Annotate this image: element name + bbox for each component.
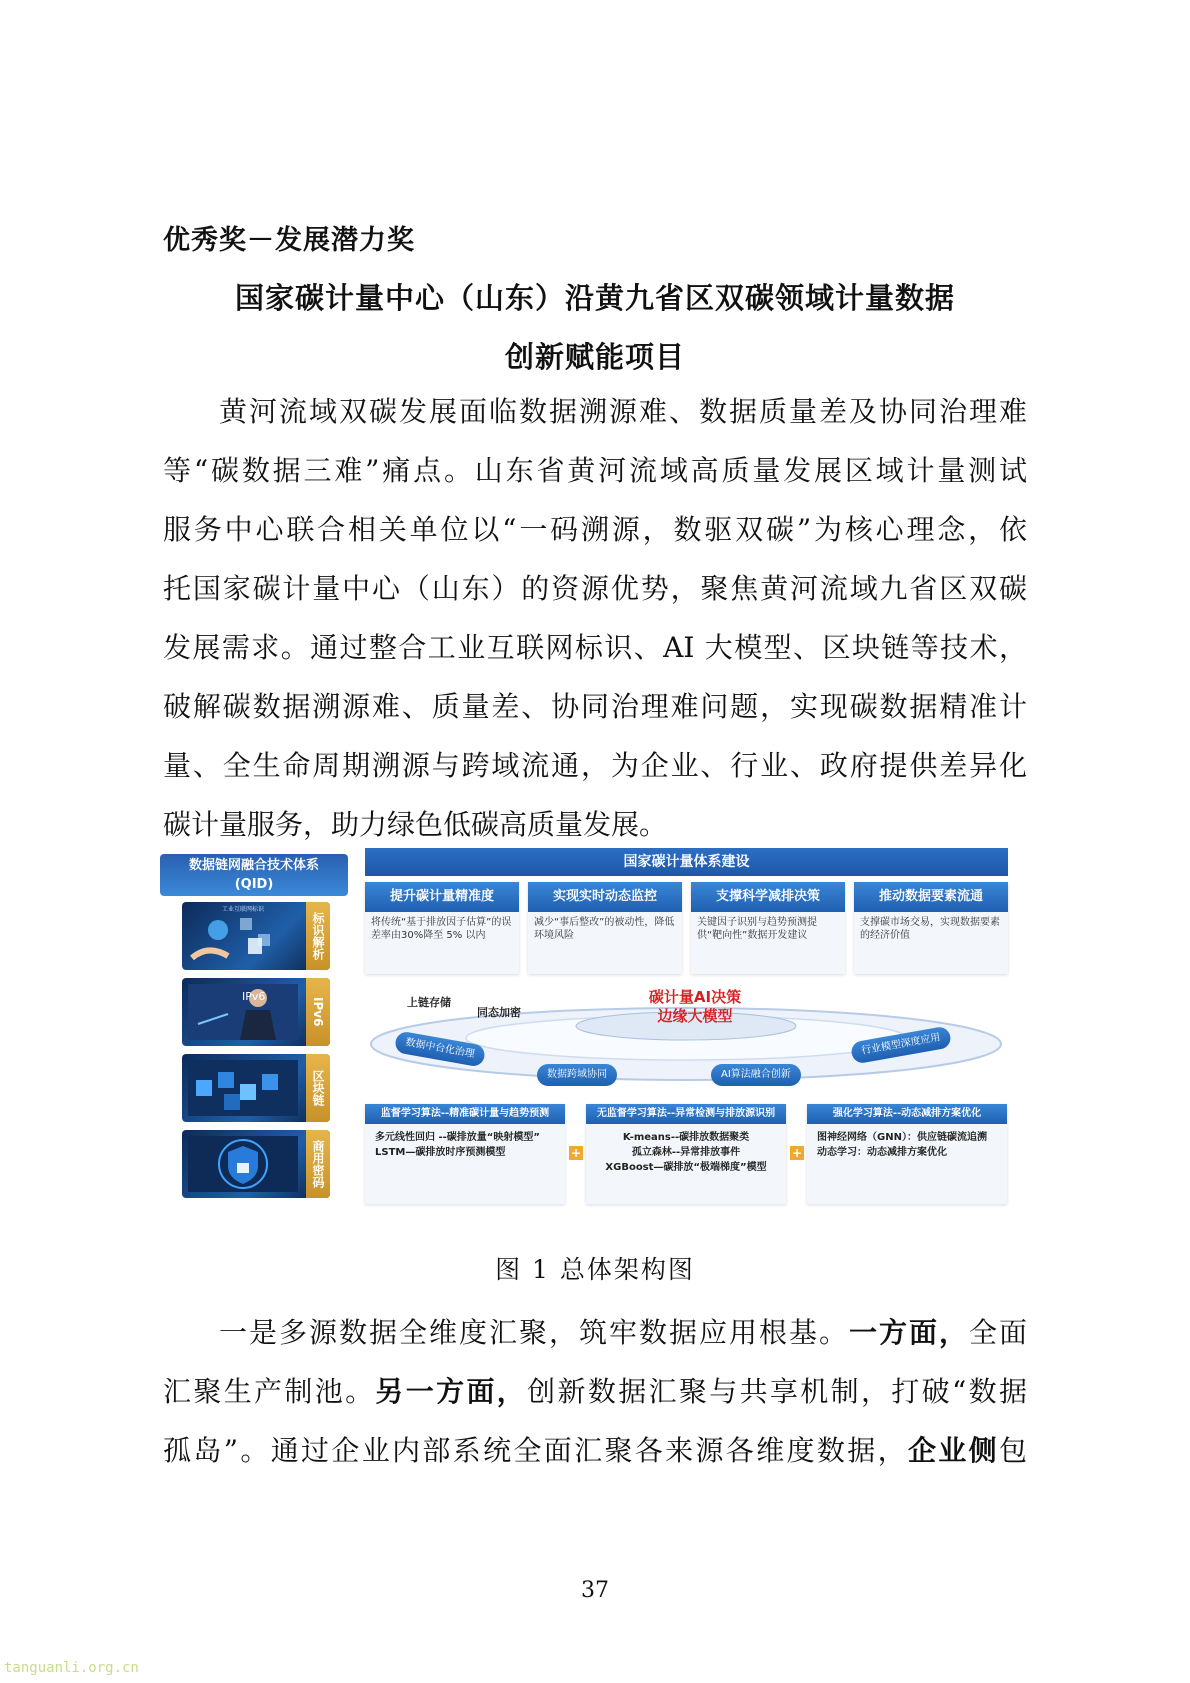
text-run: 孤岛”。通过企业内部系统全面汇聚各来源各维度数据， xyxy=(163,1434,908,1467)
ai-core-line-2: 边缘大模型 xyxy=(657,1007,733,1025)
algorithm-head: 强化学习算法--动态减排方案优化 xyxy=(807,1104,1007,1124)
project-title-line-1: 国家碳计量中心（山东）沿黄九省区双碳领域计量数据 xyxy=(234,281,955,315)
paragraph-line xyxy=(163,1362,1027,1421)
paragraph-line: 托国家碳计量中心（山东）的资源优势，聚焦黄河流域九省区双碳 xyxy=(163,572,1027,605)
architecture-figure xyxy=(160,846,1008,1216)
tile-commercial-crypto xyxy=(182,1130,330,1198)
goal-card-body: 关键因子识别与趋势预测提供“靶向性”数据开发建议 xyxy=(697,917,817,941)
ai-core-title xyxy=(595,988,795,1026)
text-run: 汇聚生产制池。 xyxy=(163,1375,376,1408)
algorithm-body xyxy=(807,1124,1007,1166)
algorithm-line: 动态学习：动态减排方案优化 xyxy=(817,1147,947,1158)
paragraph-line xyxy=(163,1421,1027,1480)
algorithm-head: 无监督学习算法--异常检测与排放源识别 xyxy=(586,1104,786,1124)
goal-card xyxy=(528,882,682,974)
goal-card xyxy=(365,882,519,974)
page-number: 37 xyxy=(581,1578,609,1603)
text-run-bold: 另一方面， xyxy=(375,1375,528,1408)
text-run: 创新数据汇聚与共享机制，打破“数据 xyxy=(527,1375,1027,1408)
text-run-bold: 一方面， xyxy=(848,1316,969,1349)
tile-tag: 区块链 xyxy=(306,1054,330,1122)
goal-card xyxy=(854,882,1008,974)
mid-label: 上链存储 xyxy=(407,996,451,1009)
goal-card-head: 提升碳计量精准度 xyxy=(365,882,519,912)
watermark: tanguanli.org.cn xyxy=(4,1660,139,1676)
algorithm-box xyxy=(586,1104,786,1204)
algorithm-line: LSTM—碳排放时序预测模型 xyxy=(375,1147,506,1158)
goal-card xyxy=(691,882,845,974)
algorithm-line: K-means--碳排放数据聚类 xyxy=(622,1132,750,1143)
ai-core-area xyxy=(365,982,1008,1094)
plus-icon: + xyxy=(570,1146,582,1160)
ipv6-label: IPv6 xyxy=(242,990,266,1003)
qid-title-line-1: 数据链网融合技术体系 xyxy=(188,858,319,873)
tile-ipv6 xyxy=(182,978,330,1046)
goal-card-body: 将传统“基于排放因子估算”的误差率由30%降至 5% 以内 xyxy=(371,917,512,941)
body-paragraph xyxy=(163,1303,1027,1480)
tile-blockchain xyxy=(182,1054,330,1122)
qid-panel xyxy=(160,846,348,1216)
algorithm-box xyxy=(365,1104,565,1204)
paragraph-line xyxy=(163,1303,1027,1362)
tile-tag: 商用密码 xyxy=(306,1130,330,1198)
ring-pill: 数据跨域协同 xyxy=(537,1064,617,1086)
intro-paragraph xyxy=(163,382,1027,854)
goal-card-body: 支撑碳市场交易，实现数据要素的经济价值 xyxy=(860,917,1000,941)
ring-pill: 行业模型深度应用 xyxy=(850,1025,952,1064)
paragraph-line: 等“碳数据三难”痛点。山东省黄河流域高质量发展区域计量测试 xyxy=(163,454,1027,487)
blockchain-cubes-image xyxy=(188,1060,298,1116)
goal-card-head: 实现实时动态监控 xyxy=(528,882,682,912)
mid-label: 同态加密 xyxy=(477,1006,521,1019)
algorithm-box xyxy=(807,1104,1007,1204)
ai-core-line-1: 碳计量AI决策 xyxy=(648,988,742,1006)
paragraph-line: 量、全生命周期溯源与跨域流通，为企业、行业、政府提供差异化 xyxy=(163,749,1027,782)
tile-tag: IPv6 xyxy=(306,978,330,1046)
algorithm-body xyxy=(586,1124,786,1181)
text-run: 全面 xyxy=(968,1316,1027,1349)
paragraph-line: 发展需求。通过整合工业互联网标识、AI 大模型、区块链等技术， xyxy=(163,631,1027,664)
tile-tag: 标识解析 xyxy=(306,902,330,970)
algorithm-line: 多元线性回归 --碳排放量“映射模型” xyxy=(375,1132,540,1143)
algorithm-line: XGBoost—碳排放“极端梯度”模型 xyxy=(605,1162,767,1173)
paragraph-line: 碳计量服务，助力绿色低碳高质量发展。 xyxy=(163,808,668,841)
paragraph-line: 服务中心联合相关单位以“一码溯源，数驱双碳”为核心理念，依 xyxy=(163,513,1027,546)
carbon-system-panel xyxy=(365,846,1008,1216)
qid-title xyxy=(160,854,348,896)
algorithm-head: 监督学习算法--精准碳计量与趋势预测 xyxy=(365,1104,565,1124)
tile-identifier-resolution xyxy=(182,902,330,970)
figure-caption: 图 1 总体架构图 xyxy=(495,1255,695,1284)
ring-pill: 数据中台化治理 xyxy=(394,1030,486,1067)
paragraph-line: 黄河流域双碳发展面临数据溯源难、数据质量差及协同治理难 xyxy=(219,395,1027,428)
system-bar: 国家碳计量体系建设 xyxy=(365,848,1008,876)
tile-caption: 工业互联网标识 xyxy=(222,906,265,913)
project-title-line-2: 创新赋能项目 xyxy=(504,340,685,374)
text-run: 一是多源数据全维度汇聚，筑牢数据应用根基。 xyxy=(219,1316,849,1349)
award-heading: 优秀奖－发展潜力奖 xyxy=(163,225,415,256)
goal-card-head: 推动数据要素流通 xyxy=(854,882,1008,912)
qid-title-line-2: (QID) xyxy=(234,877,274,892)
algorithm-line: 孤立森林--异常排放事件 xyxy=(631,1147,741,1158)
text-run: 包 xyxy=(998,1434,1027,1467)
network-hands-image xyxy=(188,908,298,964)
paragraph-line: 破解碳数据溯源难、质量差、协同治理难问题，实现碳数据精准计 xyxy=(163,690,1027,723)
text-run-bold: 企业侧 xyxy=(907,1434,999,1467)
goal-card-head: 支撑科学减排决策 xyxy=(691,882,845,912)
goal-card-body: 减少“事后整改”的被动性，降低环境风险 xyxy=(534,917,675,941)
ring-pill: AI算法融合创新 xyxy=(711,1064,801,1086)
algorithm-line: 图神经网络（GNN）：供应链碳流追溯 xyxy=(817,1132,987,1143)
plus-icon: + xyxy=(791,1146,803,1160)
algorithm-body xyxy=(365,1124,565,1166)
shield-icon xyxy=(188,1136,298,1192)
